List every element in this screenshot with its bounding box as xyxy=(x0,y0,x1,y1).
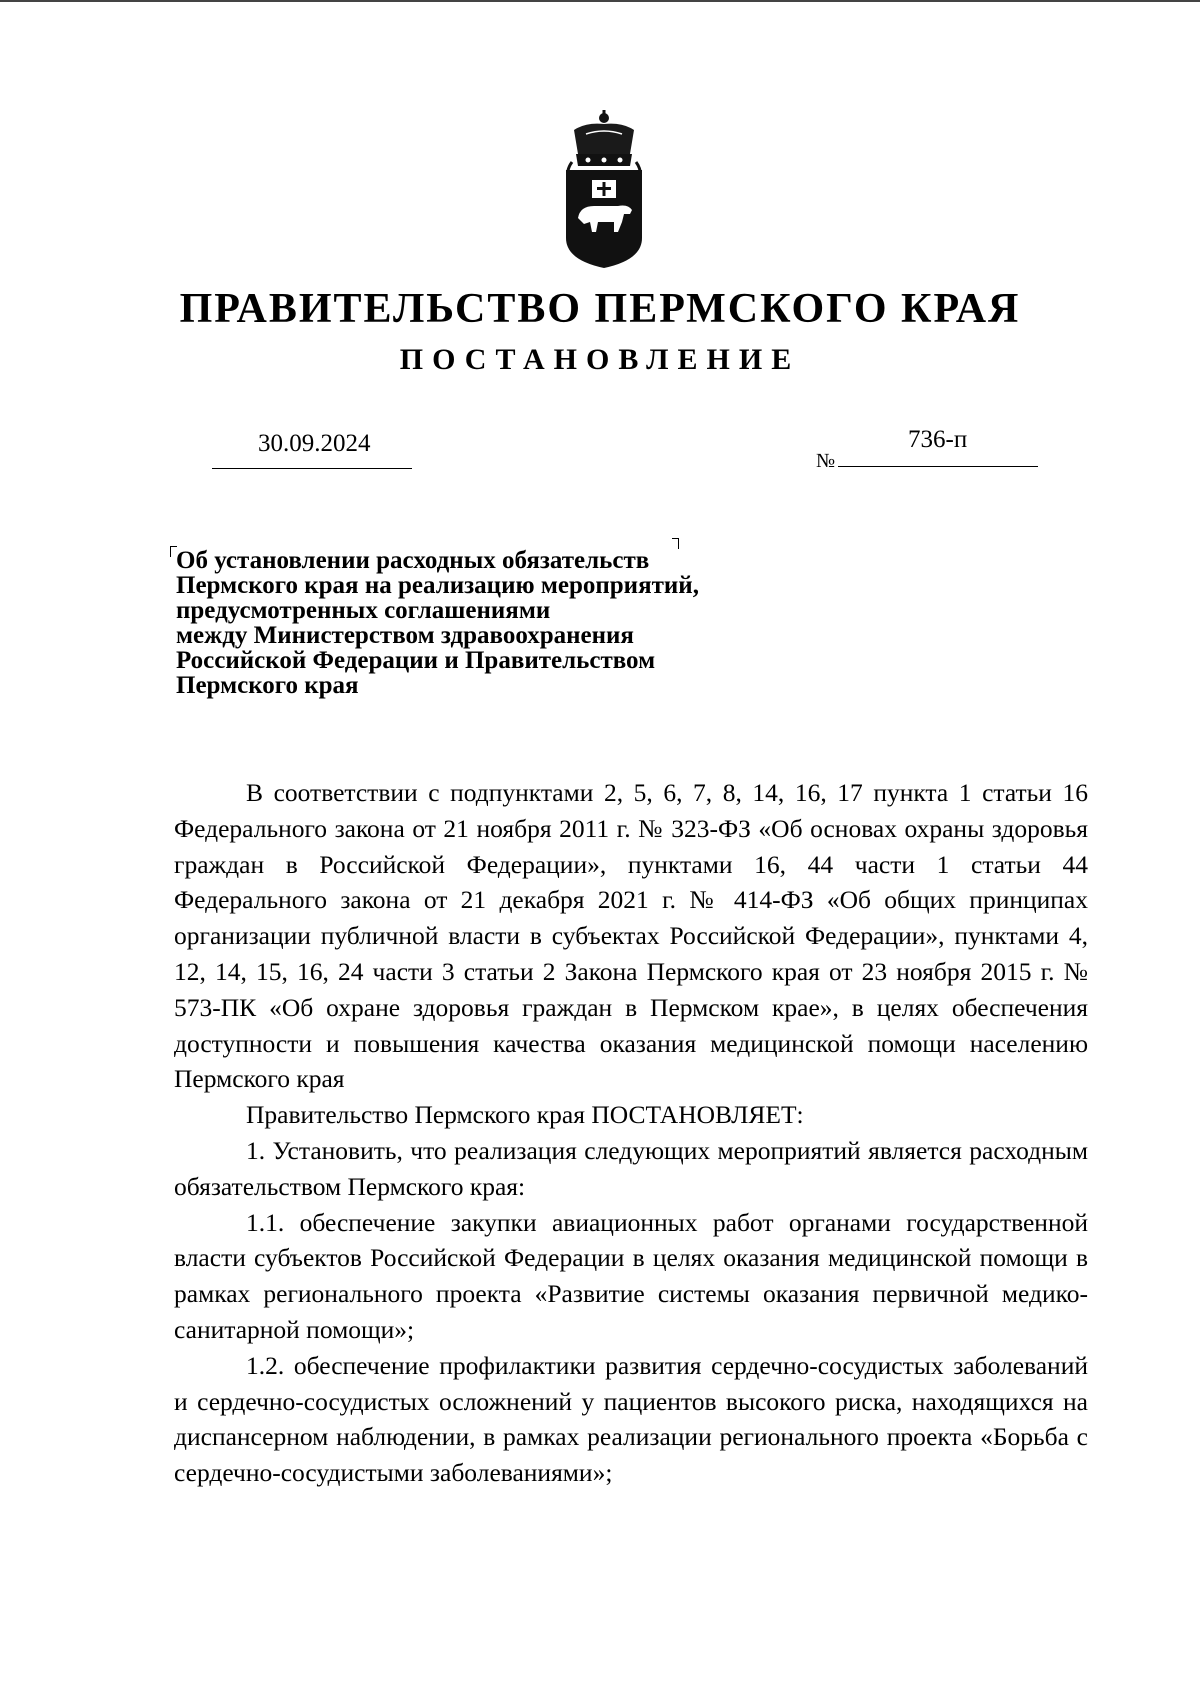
subject-line: Пермского края xyxy=(176,672,359,699)
subject-line: между Министерством здравоохранения xyxy=(176,622,634,649)
subject-line: предусмотренных соглашениями xyxy=(176,597,551,624)
body-paragraph-preamble: В соответствии с подпунктами 2, 5, 6, 7, 8, 14, 16, 17 пункта 1 статьи 16 Федерального закона от 21 ноября 2011 г. № 323-ФЗ «Об основах охраны здоровья граждан в Российской Федерации», пунктами 16, 44 части 1 статьи 44 Федерального закона от 21 декабря 2021 г. № 414-ФЗ «Об общих принципах организации публичной власти в субъектах Российской Федерации», пунктами 4, 12, 14, 15, 16, 24 части 3 статьи 2 Закона Пермского края от 23 ноября 2015 г. № 573-ПК «Об охране здоровья граждан в Пермском крае», в целях обеспечения доступности и повышения качества оказания медицинской помощи населению Пермского края xyxy=(174,778,1088,1094)
document-body xyxy=(174,775,1088,1491)
number-underline xyxy=(838,466,1038,467)
scan-edge-line xyxy=(0,0,1200,2)
document-subject xyxy=(176,548,756,698)
subject-line: Об установлении расходных обязательств xyxy=(176,547,650,574)
number-sign: № xyxy=(816,450,836,472)
body-paragraph-item-1: 1. Установить, что реализация следующих мероприятий является расходным обязательством Пермского края: xyxy=(174,1135,1088,1201)
coat-of-arms-icon xyxy=(556,110,652,268)
body-paragraph-item-1-2: 1.2. обеспечение профилактики развития сердечно-сосудистых заболеваний и сердечно-сосудистых осложнений у пациентов высокого риска, находящихся на диспансерном наблюдении, в рамках реализации регионального проекта «Борьба с сердечно-сосудистыми заболеваниями»; xyxy=(174,1350,1088,1488)
document-number: 736-п xyxy=(908,426,968,453)
body-paragraph-resolves: Правительство Пермского края ПОСТАНОВЛЯЕТ: xyxy=(246,1100,804,1130)
document-date: 30.09.2024 xyxy=(258,430,371,457)
document-type: ПОСТАНОВЛЕНИЕ xyxy=(399,343,801,376)
body-paragraph-item-1-1: 1.1. обеспечение закупки авиационных работ органами государственной власти субъектов Российской Федерации в целях оказания медицинской помощи в рамках регионального проекта «Развитие системы оказания первичной медико-санитарной помощи»; xyxy=(174,1207,1088,1344)
subject-line: Российской Федерации и Правительством xyxy=(176,647,656,674)
organization-title: ПРАВИТЕЛЬСТВО ПЕРМСКОГО КРАЯ xyxy=(179,286,1021,332)
subject-line: Пермского края на реализацию мероприятий, xyxy=(176,572,699,599)
date-underline xyxy=(212,468,412,469)
